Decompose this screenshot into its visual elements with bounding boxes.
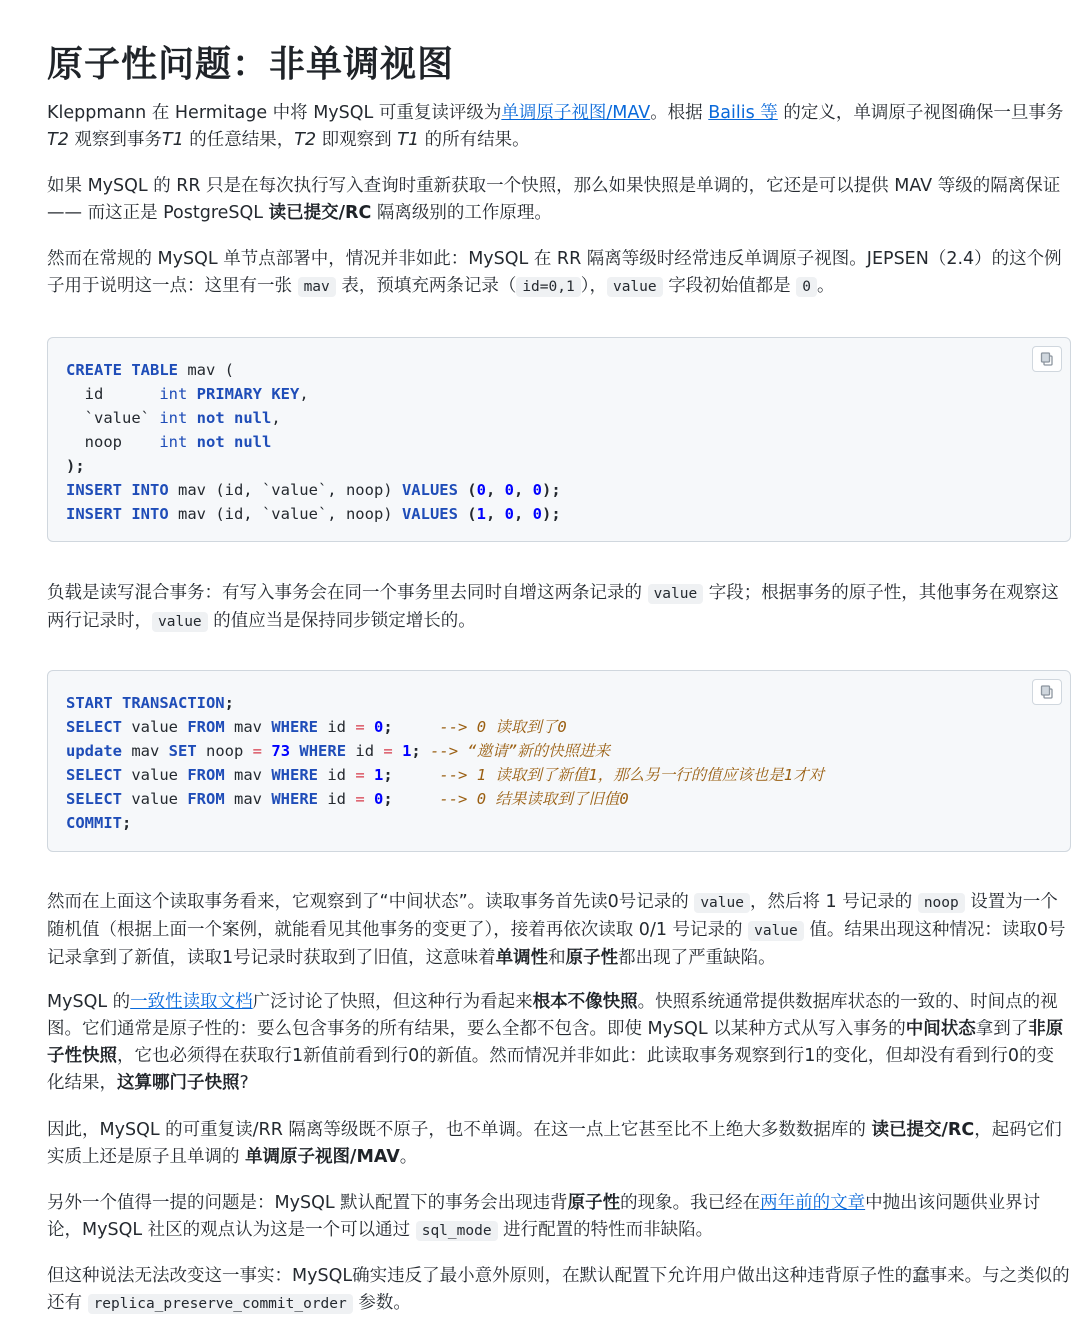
text: T2 <box>47 130 69 150</box>
bold-text: 读已提交/RC <box>268 203 372 223</box>
inline-code: value <box>748 921 804 941</box>
text: ）， <box>580 276 607 296</box>
code-transaction: START TRANSACTION; SELECT value FROM mav WHERE id = 0; --> 0 读取到了0 update mav SET noop = 73 WHERE id = 1; --> “邀请”新的快照进来 SELECT value FROM mav WHERE id = 1; --> 1 读取到了新值1，那么另一行的值应该也是1才对 SELECT value FROM mav WHERE id = 0; --> 0 结果读取到了旧值0 COMMIT; <box>66 694 825 832</box>
paragraph-4 <box>47 580 1071 636</box>
text: 隔离级别的工作原理。 <box>371 203 552 223</box>
text: 参数。 <box>352 1293 411 1313</box>
code-block-create-table <box>47 337 1071 542</box>
paragraph-5 <box>47 889 1071 972</box>
inline-code: replica_preserve_commit_order <box>88 1294 353 1314</box>
text: ? <box>239 1073 249 1093</box>
bold-text: 非原子性快照 <box>47 1019 1064 1066</box>
text: 拿到了 <box>975 1019 1029 1039</box>
text: MySQL 的 <box>47 992 131 1012</box>
text: ，它也必须得在获取行1新值前看到行0的新值。然而情况并非如此：此读取事务观察到行1的变化，但却没有看到行0的变化结果， <box>47 1046 1055 1093</box>
bold-text: 中间状态 <box>905 1019 976 1039</box>
text: 但这种说法无法改变这一事实：MySQL确实违反了最小意外原则，在默认配置下允许用户做出这种违背原子性的蠢事来。与之类似的还有 <box>47 1266 1070 1313</box>
text: 都出现了严重缺陷。 <box>618 948 776 968</box>
text: 。根据 <box>650 103 709 123</box>
text: ，然后将 1 号记录的 <box>749 892 918 912</box>
text: 负载是读写混合事务：有写入事务会在同一个事务里去同时自增这两条记录的 <box>47 583 648 603</box>
text: 广泛讨论了快照，但这种行为看起来 <box>252 992 533 1012</box>
link-mav[interactable]: 单调原子视图/MAV <box>501 103 651 123</box>
paragraph-9 <box>47 1263 1071 1318</box>
text: 。 <box>399 1147 418 1167</box>
inline-code: id=0,1 <box>516 277 580 297</box>
text: 。 <box>816 276 835 296</box>
inline-code: mav <box>298 277 336 297</box>
page-title: 原子性问题：非单调视图 <box>47 44 455 85</box>
text: T2 <box>294 130 317 150</box>
text: 即观察到 <box>316 130 398 150</box>
text: 另外一个值得一提的问题是：MySQL 默认配置下的事务会出现违背 <box>47 1193 568 1213</box>
copy-button[interactable] <box>1032 346 1062 372</box>
text: 然而在上面这个读取事务看来，它观察到了“中间状态”。读取事务首先读0号记录的 <box>47 892 695 912</box>
text: T1 <box>397 130 420 150</box>
inline-code: value <box>607 277 663 297</box>
bold-text: 读已提交/RC <box>871 1120 975 1140</box>
copy-button[interactable] <box>1032 679 1062 705</box>
text: 中抛出该问题供业界讨论，MySQL 社区的观点认为这是一个可以通过 <box>47 1193 1041 1240</box>
link-two-years-ago-article[interactable]: 两年前的文章 <box>760 1193 866 1213</box>
text: 进行配置的特性而非缺陷。 <box>497 1220 714 1240</box>
paragraph-2 <box>47 173 1071 227</box>
copy-icon <box>1039 351 1055 367</box>
paragraph-8 <box>47 1190 1071 1245</box>
code-create-table: CREATE TABLE mav ( id int PRIMARY KEY, `value` int not null, noop int not null ); INSERT INTO mav (id, `value`, noop) VALUES (0, 0, 0); INSERT INTO mav (id, `value`, noop) VALUES (1, 0, 0); <box>66 361 561 523</box>
text: 如果 MySQL 的 RR 只是在每次执行写入查询时重新获取一个快照，那么如果快照是单调的，它还是可以提供 MAV 等级的隔离保证 —— 而这正是 PostgreSQL <box>47 176 1061 223</box>
inline-code: 0 <box>796 277 817 297</box>
text: 表，预填充两条记录（ <box>335 276 517 296</box>
text: ，起码它们实质上还是原子且单调的 <box>47 1120 1062 1167</box>
paragraph-3 <box>47 246 1071 301</box>
text: 字段；根据事务的原子性，其他事务在观察这两行记录时， <box>47 583 1059 631</box>
text: 的任意结果， <box>183 130 295 150</box>
paragraph-1 <box>47 100 1071 154</box>
text: Kleppmann 在 Hermitage 中将 MySQL 可重复读评级为 <box>47 103 502 123</box>
text: 的定义，单调原子视图确保一旦事务 <box>777 103 1064 123</box>
text: 的所有结果。 <box>419 130 530 150</box>
text: 和 <box>548 948 566 968</box>
text: 值。结果出现这种情况：读取0号记录拿到了新值，读取1号记录时获取到了旧值，这意味着 <box>47 920 1066 968</box>
bold-text: 这算哪门子快照 <box>117 1073 240 1093</box>
inline-code: value <box>152 612 208 632</box>
text: 然而在常规的 MySQL 单节点部署中，情况并非如此：MySQL 在 RR 隔离等级时经常违反单调原子视图。JEPSEN（2.4）的这个例子用于说明这一点：这里有一张 <box>47 249 1062 296</box>
code-block-transaction <box>47 670 1071 852</box>
text: 的现象。我已经在 <box>620 1193 761 1213</box>
inline-code: value <box>648 584 704 604</box>
bold-text: 单调性 <box>495 948 549 968</box>
inline-code: sql_mode <box>416 1221 498 1241</box>
link-bailis[interactable]: Bailis 等 <box>708 103 778 123</box>
text: 因此，MySQL 的可重复读/RR 隔离等级既不原子，也不单调。在这一点上它甚至比不上绝大多数数据库的 <box>47 1120 872 1140</box>
bold-text: 根本不像快照 <box>532 992 638 1012</box>
text: 的值应当是保持同步锁定增长的。 <box>207 611 476 631</box>
text: 观察到事务 <box>68 130 162 150</box>
paragraph-6 <box>47 989 1071 1097</box>
bold-text: 原子性 <box>567 1193 621 1213</box>
text: 设置为一个随机值（根据上面一个案例，就能看见其他事务的变更了），接着再依次读取 0/1 号记录的 <box>47 892 1058 940</box>
text: T1 <box>161 130 184 150</box>
text: 。快照系统通常提供数据库状态的一致的、时间点的视图。它们通常是原子性的：要么包含事务的所有结果，要么全都不包含。即使 MySQL 以某种方式从写入事务的 <box>47 992 1058 1039</box>
bold-text: 单调原子视图/MAV <box>245 1147 400 1167</box>
text: 字段初始值都是 <box>662 276 797 296</box>
paragraph-7 <box>47 1117 1071 1171</box>
inline-code: noop <box>918 893 965 913</box>
copy-icon <box>1039 684 1055 700</box>
bold-text: 原子性 <box>565 948 619 968</box>
link-consistent-read-docs[interactable]: 一致性读取文档 <box>130 992 253 1012</box>
inline-code: value <box>694 893 750 913</box>
